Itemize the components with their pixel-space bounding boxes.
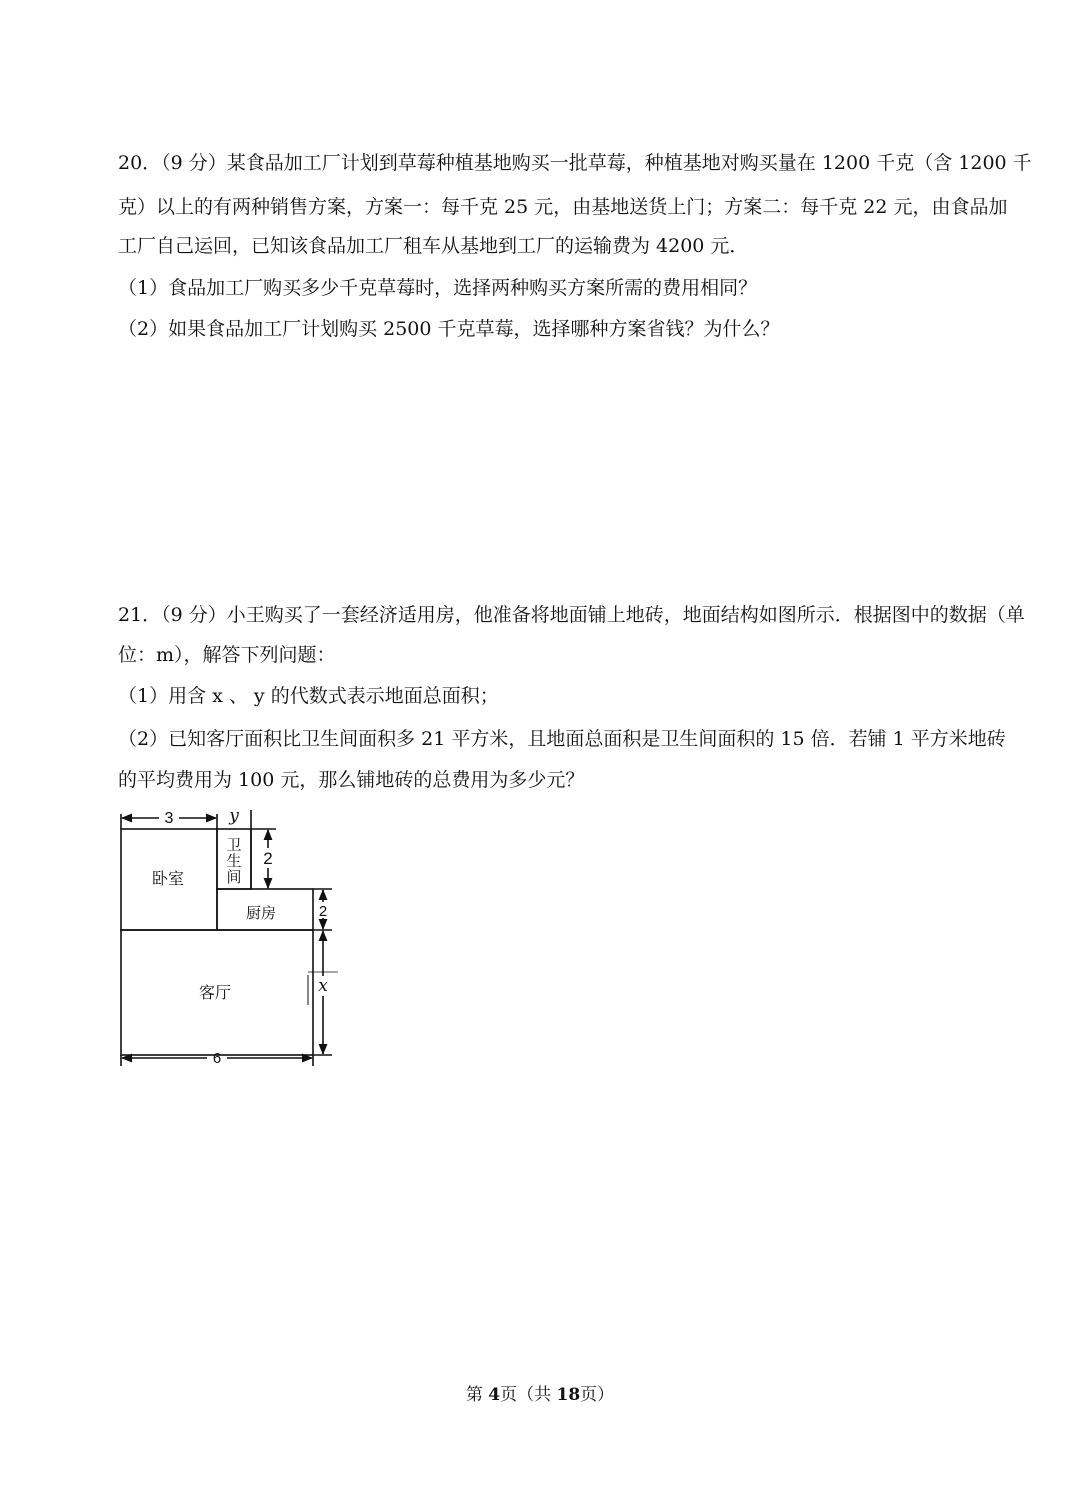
label-bathroom-char-2: 生 <box>226 853 242 870</box>
footer-prefix: 第 <box>465 1385 489 1405</box>
dim-label-6: 6 <box>212 1050 222 1067</box>
page-footer <box>0 1384 1080 1406</box>
label-bathroom-char-1: 卫 <box>226 837 242 854</box>
dim-label-2-top: 2 <box>263 849 273 868</box>
q21-part-2a: （2）已知客厅面积比卫生间面积多 21 平方米，且地面总面积是卫生间面积的 15 倍．若铺 1 平方米地砖 <box>118 728 1006 750</box>
dim-label-x: x <box>318 976 328 996</box>
q20-part-1: （1）食品加工厂购买多少千克草莓时，选择两种购买方案所需的费用相同？ <box>118 277 758 299</box>
q20-line-3: 工厂自己运回，已知该食品加工厂租车从基地到工厂的运输费为 4200 元． <box>118 235 749 257</box>
q20-part-2: （2）如果食品加工厂计划购买 2500 千克草莓，选择哪种方案省钱？为什么？ <box>118 318 780 340</box>
footer-middle: 页（共 <box>500 1385 557 1405</box>
q21-line-1: 21．（9 分）小王购买了一套经济适用房，他准备将地面铺上地砖，地面结构如图所示．根据图中的数据（单 <box>118 604 1025 626</box>
q20-line-1: 20．（9 分）某食品加工厂计划到草莓种植基地购买一批草莓，种植基地对购买量在 1200 千克（含 1200 千 <box>118 152 1032 174</box>
q20-line-2: 克）以上的有两种销售方案，方案一：每千克 25 元，由基地送货上门；方案二：每千克 22 元，由食品加 <box>118 196 1008 218</box>
footer-suffix: 页） <box>580 1385 615 1405</box>
dim-label-y: y <box>229 806 239 826</box>
footer-page-number: 4 <box>488 1385 501 1405</box>
q21-line-2: 位：m），解答下列问题： <box>118 644 336 666</box>
dim-label-2-mid: 2 <box>318 903 328 920</box>
dim-label-3: 3 <box>164 810 174 827</box>
q21-part-2b: 的平均费用为 100 元，那么铺地砖的总费用为多少元？ <box>118 769 585 791</box>
floor-plan-diagram <box>110 800 350 1075</box>
footer-total-pages: 18 <box>556 1385 581 1405</box>
label-bedroom: 卧室 <box>151 871 185 888</box>
label-kitchen: 厨房 <box>245 905 277 922</box>
q21-part-1: （1）用含 x 、 y 的代数式表示地面总面积； <box>118 685 499 707</box>
label-living-room: 客厅 <box>198 985 232 1002</box>
label-bathroom-char-3: 间 <box>226 869 242 886</box>
